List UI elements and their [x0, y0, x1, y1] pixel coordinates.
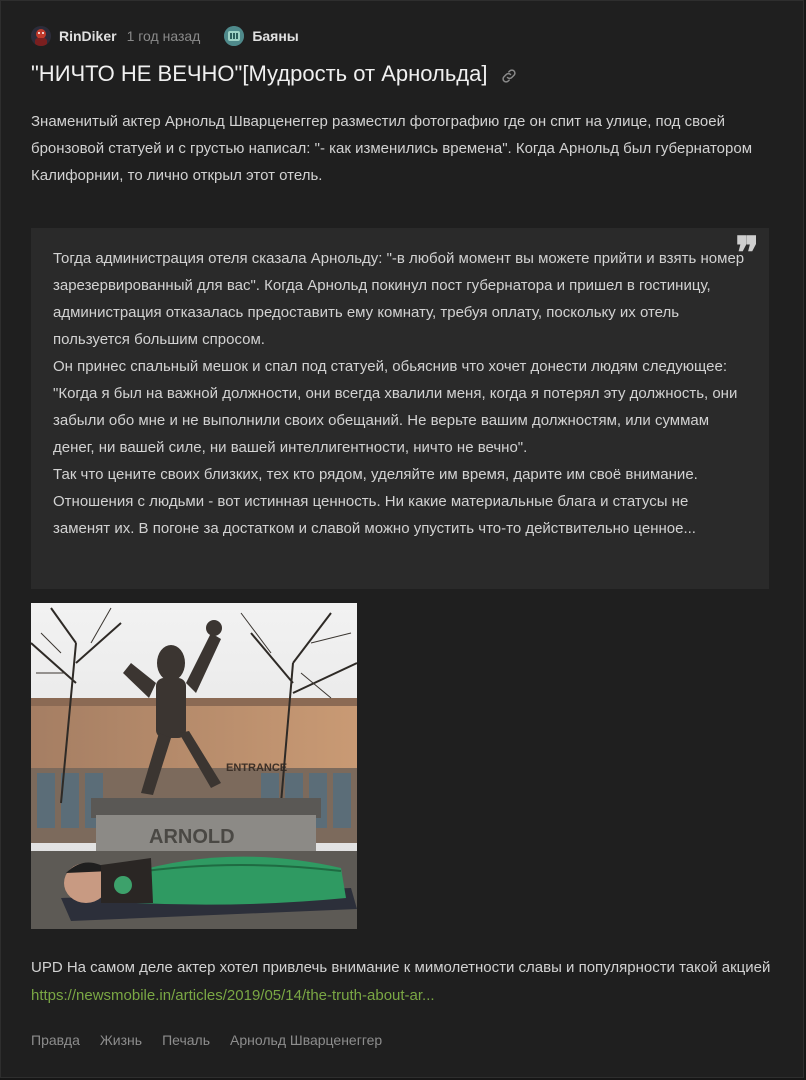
community-icon[interactable] [224, 26, 244, 46]
post-title-row [31, 61, 518, 87]
quote-paragraph-3: Так что цените своих близких, тех кто рядом, уделяйте им время, дарите им своё внимание. Отношения с людьми - вот истинная ценность. Ни какие материальные блага и статусы не заменят их. В погоне за достатком и славой можно упустить что-то действительно ценное... [53, 466, 698, 537]
update-note [31, 954, 776, 1010]
quote-paragraph-1: Тогда администрация отеля сказала Арнольду: "-в любой момент вы можете прийти и взять номер зарезервированный для вас". Когда Арнольд покинул пост губернатора и пришел в гостиницу, администрация отказалась предоставить ему комнату, требуя оплату, поскольку их отель пользуется большим спросом. [53, 250, 745, 348]
post-intro: Знаменитый актер Арнольд Шварценеггер разместил фотографию где он спит на улице, под своей бронзовой статуей и с грустью написал: "- как изменились времена". Когда Арнольд был губернатором Калифорнии, то лично открыл этот отель. [31, 113, 753, 184]
blockquote [31, 228, 769, 589]
community-name[interactable]: Баяны [252, 28, 299, 44]
tag-item[interactable]: Жизнь [99, 1032, 143, 1048]
author-name[interactable]: RinDiker [59, 28, 117, 44]
tag-item[interactable]: Печаль [162, 1032, 211, 1048]
update-text: UPD На самом деле актер хотел привлечь внимание к мимолетности славы и популярности такой акцией [31, 959, 771, 976]
tag-item[interactable]: Арнольд Шварценеггер [230, 1032, 383, 1048]
entrance-sign: ENTRANCE [226, 762, 288, 774]
tag-item[interactable]: Правда [31, 1032, 80, 1048]
update-link[interactable]: https://newsmobile.in/articles/2019/05/14/the-truth-about-ar... [31, 987, 435, 1004]
quote-mark-icon: ❞ [735, 228, 759, 279]
post-header [31, 23, 299, 49]
tag-list [31, 1032, 402, 1048]
author-avatar[interactable] [31, 26, 51, 46]
post-photo[interactable] [31, 603, 357, 929]
pedestal-inscription: ARNOLD [149, 826, 235, 848]
quote-paragraph-2: Он принес спальный мешок и спал под статуей, обьяснив что хочет донести людям следующее: "Когда я был на важной должности, они всегда хвалили меня, когда я потерял эту должность, они забыли обо мне и не выполнили своих обещаний. Не верьте вашим должностям, или суммам денег, ни вашей силе, ни вашей интеллигентности, ничто не вечно". [53, 358, 738, 456]
post-time: 1 год назад [126, 28, 201, 44]
link-icon[interactable] [500, 65, 518, 83]
post-title[interactable]: "НИЧТО НЕ ВЕЧНО"[Мудрость от Арнольда] [31, 61, 488, 86]
